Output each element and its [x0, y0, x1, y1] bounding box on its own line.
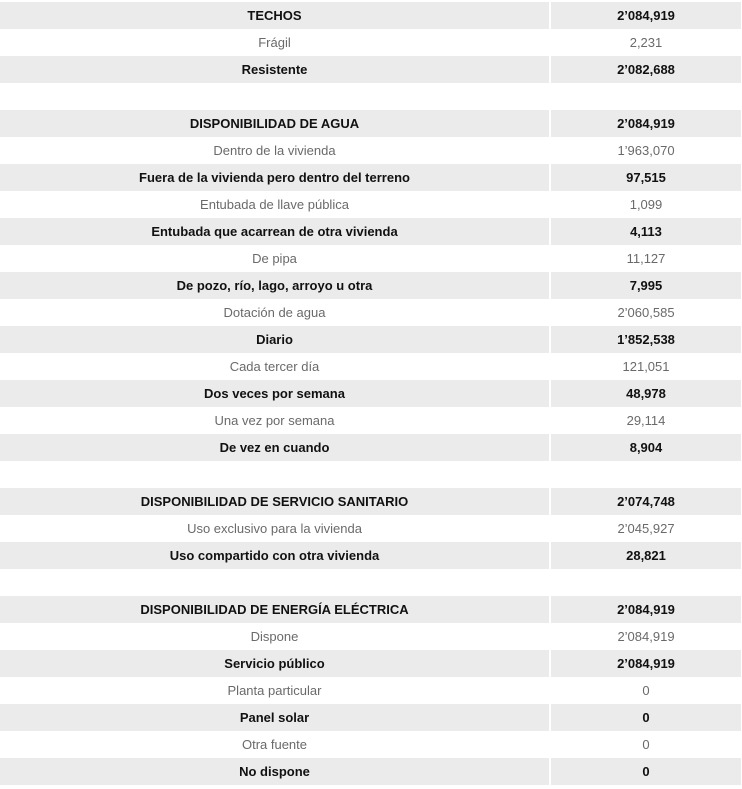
row-label: Una vez por semana — [214, 413, 335, 428]
table-row — [0, 164, 742, 191]
row-value: 7,995 — [551, 272, 741, 299]
row-value: 29,114 — [626, 413, 666, 428]
row-value: 8,904 — [551, 434, 741, 461]
row-label: Resistente — [0, 56, 549, 83]
table-row — [0, 758, 742, 785]
row-label: Diario — [0, 326, 549, 353]
row-value: 97,515 — [551, 164, 741, 191]
row-value: 0 — [551, 704, 741, 731]
row-label: Uso exclusivo para la vivienda — [187, 521, 362, 536]
row-value: 2’060,585 — [617, 305, 675, 320]
row-label: Entubada de llave pública — [200, 197, 349, 212]
row-label: Fuera de la vivienda pero dentro del terreno — [0, 164, 549, 191]
table-row — [0, 191, 742, 218]
row-value: 2’045,927 — [617, 521, 675, 536]
table-row — [0, 731, 742, 758]
row-value: 28,821 — [551, 542, 741, 569]
table-row — [0, 704, 742, 731]
row-label: DISPONIBILIDAD DE SERVICIO SANITARIO — [0, 488, 549, 515]
table-row — [0, 218, 742, 245]
table-row — [0, 542, 742, 569]
row-label: Frágil — [258, 35, 291, 50]
row-label: Dos veces por semana — [0, 380, 549, 407]
table-row — [0, 677, 742, 704]
row-label: TECHOS — [0, 2, 549, 29]
row-label: Panel solar — [0, 704, 549, 731]
row-label: Planta particular — [227, 683, 322, 698]
table-row — [0, 245, 742, 272]
row-label: De pozo, río, lago, arroyo u otra — [0, 272, 549, 299]
table-row — [0, 299, 742, 326]
row-value: 1’963,070 — [617, 143, 675, 158]
row-label: De pipa — [252, 251, 297, 266]
row-value: 4,113 — [551, 218, 741, 245]
row-value: 2’084,919 — [617, 629, 675, 644]
row-label: Entubada que acarrean de otra vivienda — [0, 218, 549, 245]
row-value: 1’852,538 — [551, 326, 741, 353]
table-row — [0, 407, 742, 434]
row-value: 0 — [642, 737, 650, 752]
row-value: 1,099 — [629, 197, 663, 212]
row-label: No dispone — [0, 758, 549, 785]
row-value: 0 — [642, 683, 650, 698]
row-label: Dispone — [250, 629, 299, 644]
table-row — [0, 650, 742, 677]
table-row — [0, 2, 742, 29]
row-label: Servicio público — [0, 650, 549, 677]
table-row — [0, 56, 742, 83]
row-value: 0 — [551, 758, 741, 785]
row-value: 2’084,919 — [551, 2, 741, 29]
row-label: Dotación de agua — [223, 305, 326, 320]
section-spacer — [0, 461, 742, 488]
row-label: Otra fuente — [241, 737, 308, 752]
row-value: 2’082,688 — [551, 56, 741, 83]
table-row — [0, 488, 742, 515]
row-label: DISPONIBILIDAD DE AGUA — [0, 110, 549, 137]
row-value: 2’084,919 — [551, 110, 741, 137]
section-spacer — [0, 569, 742, 596]
row-label: De vez en cuando — [0, 434, 549, 461]
row-label: Uso compartido con otra vivienda — [0, 542, 549, 569]
row-label: Cada tercer día — [229, 359, 320, 374]
table-row — [0, 110, 742, 137]
table-row — [0, 353, 742, 380]
row-label: Dentro de la vivienda — [213, 143, 336, 158]
table-row — [0, 623, 742, 650]
row-value: 48,978 — [551, 380, 741, 407]
row-value: 2’074,748 — [551, 488, 741, 515]
table-row — [0, 137, 742, 164]
table-row — [0, 272, 742, 299]
row-value: 2’084,919 — [551, 596, 741, 623]
table-row — [0, 326, 742, 353]
row-label: DISPONIBILIDAD DE ENERGÍA ELÉCTRICA — [0, 596, 549, 623]
row-value: 2,231 — [629, 35, 663, 50]
row-value: 11,127 — [626, 251, 666, 266]
row-value: 2’084,919 — [551, 650, 741, 677]
section-spacer — [0, 83, 742, 110]
table-row — [0, 29, 742, 56]
row-value: 121,051 — [622, 359, 670, 374]
table-row — [0, 434, 742, 461]
table-row — [0, 515, 742, 542]
table-row — [0, 596, 742, 623]
table-row — [0, 380, 742, 407]
